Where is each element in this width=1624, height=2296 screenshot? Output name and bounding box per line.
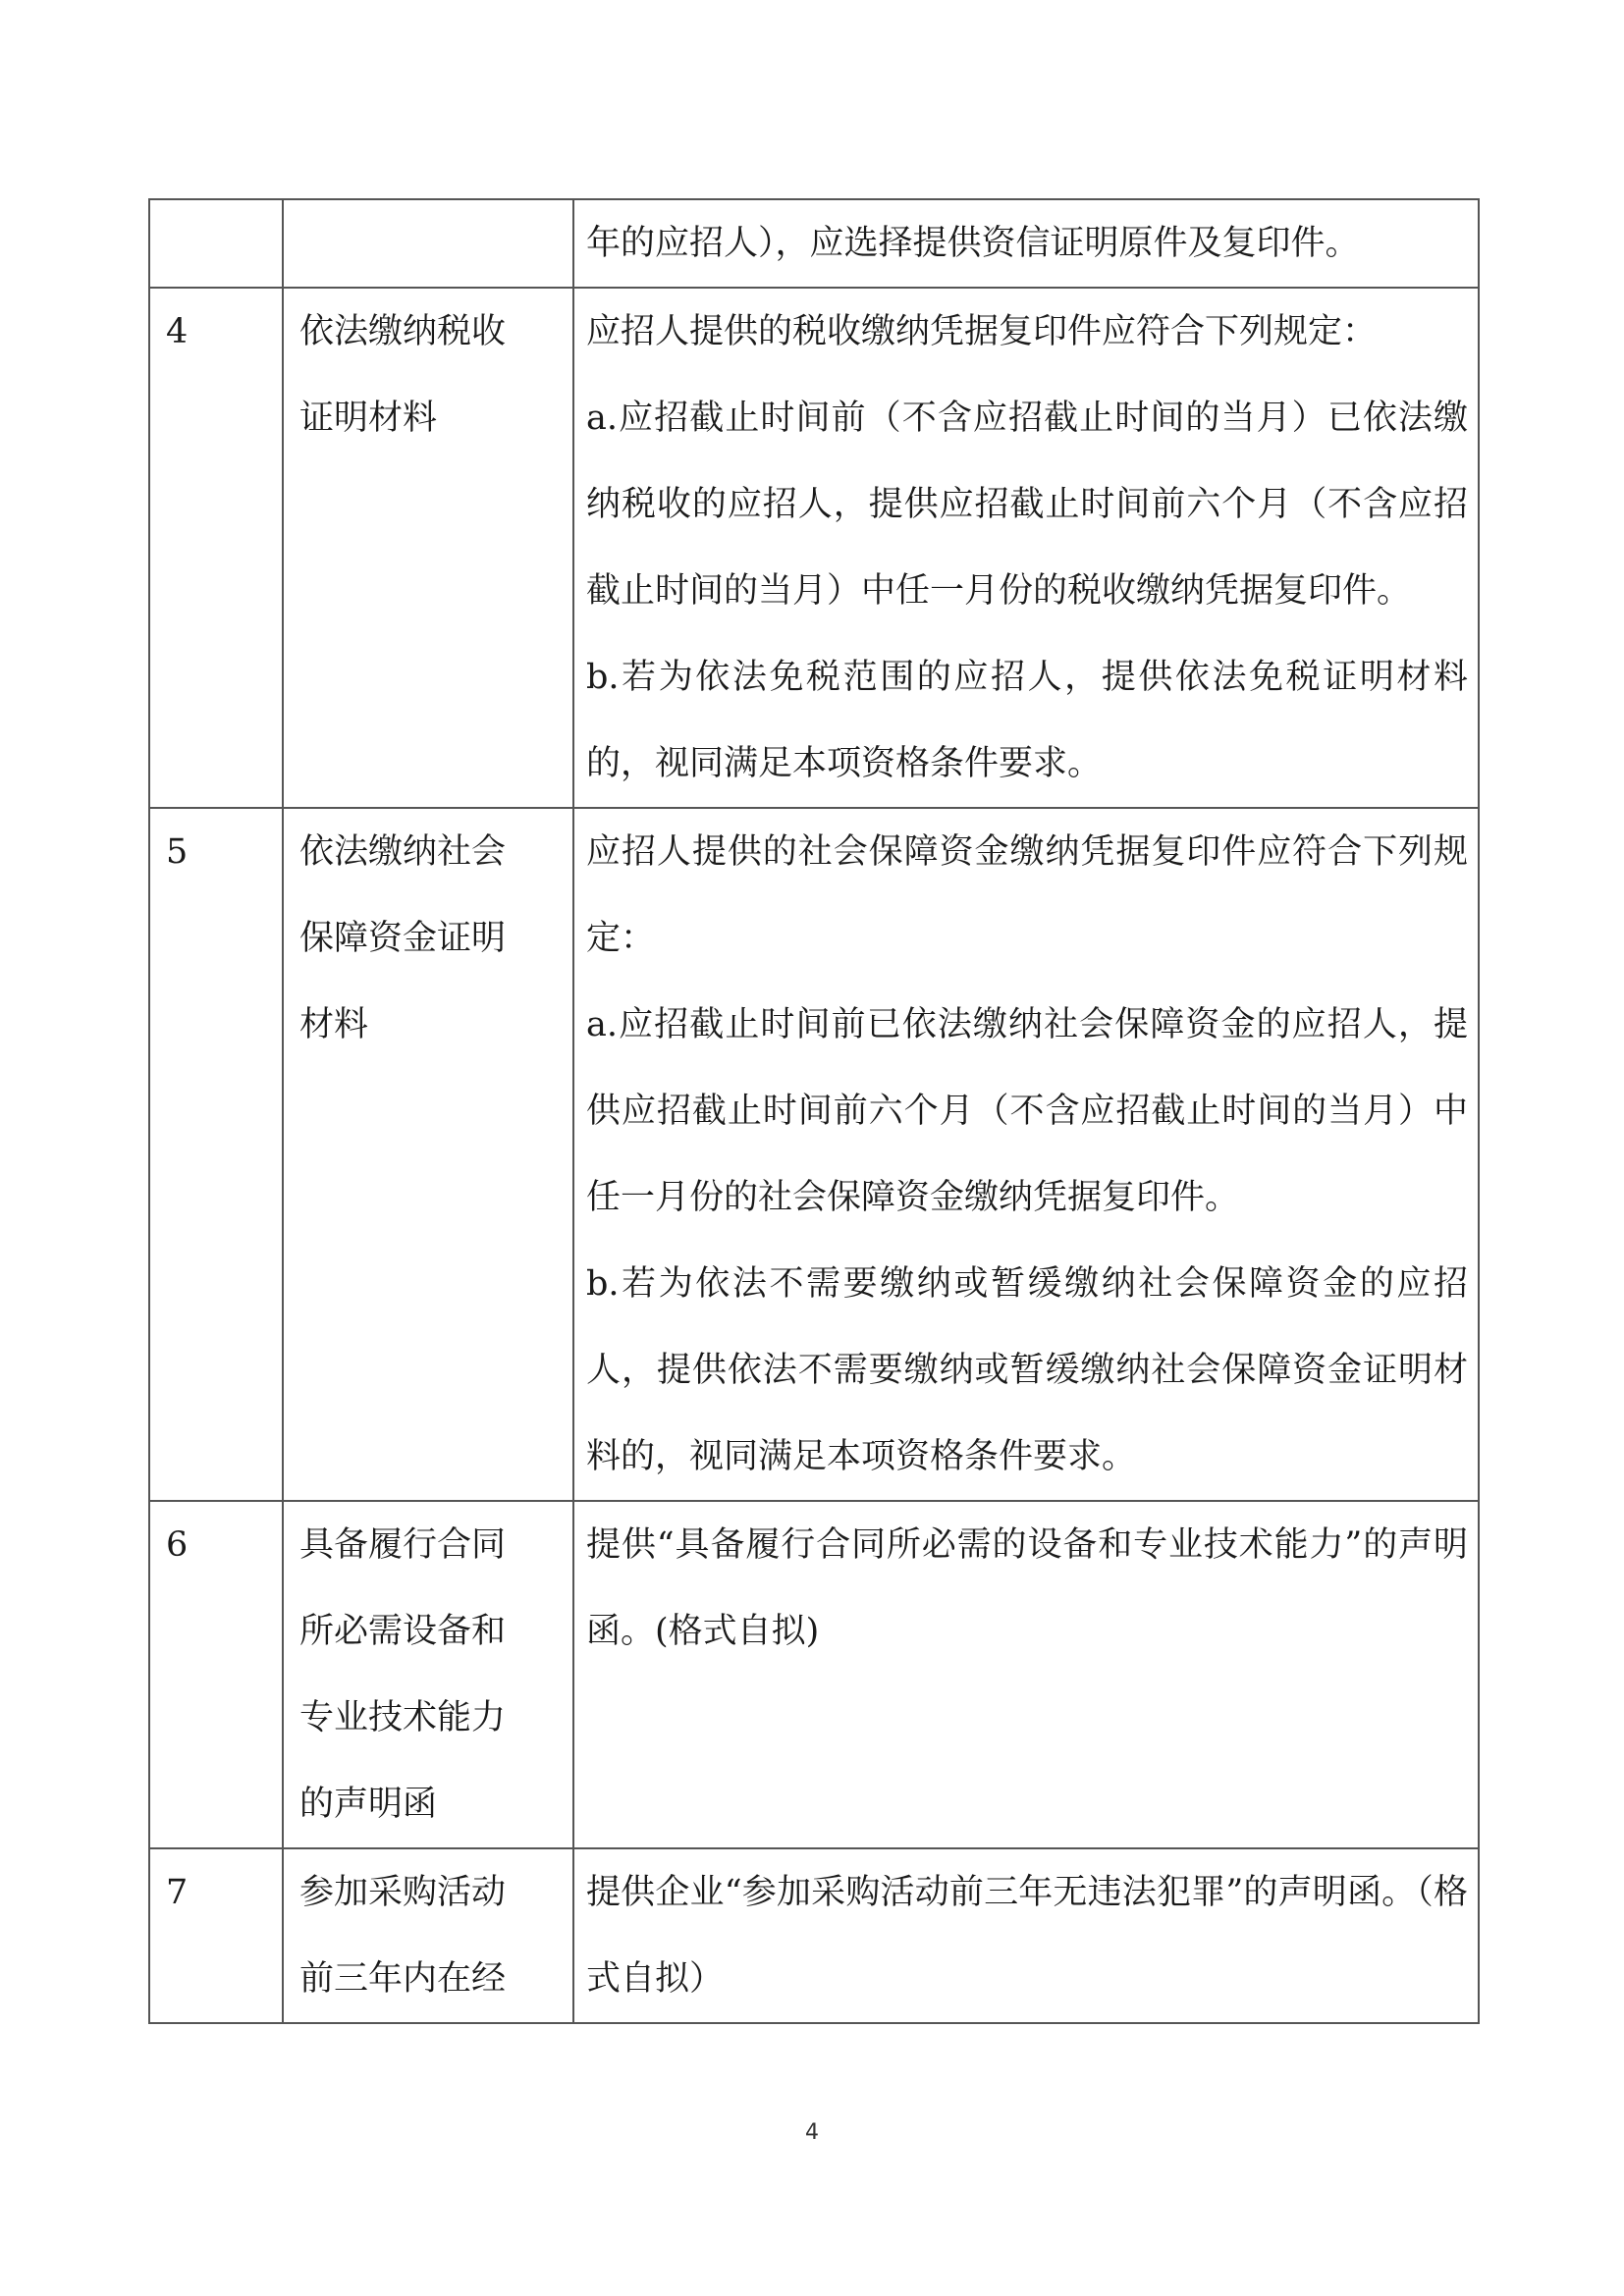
item-name-cell <box>283 1848 573 2023</box>
table-row <box>149 199 1479 288</box>
requirement-description-cell <box>573 288 1479 808</box>
table-row <box>149 1848 1479 2023</box>
item-name-line: 保障资金证明 <box>299 919 507 958</box>
item-name-line: 参加采购活动 <box>299 1873 507 1912</box>
item-name-line: 的声明函 <box>299 1785 438 1824</box>
requirement-description-cell <box>573 808 1479 1501</box>
table-body <box>149 199 1479 2023</box>
description-paragraph: b.若为依法免税范围的应招人，提供依法免税证明材料的，视同满足本项资格条件要求。 <box>586 658 1468 783</box>
item-name-cell <box>283 288 573 808</box>
requirement-description-cell <box>573 1501 1479 1848</box>
table-row <box>149 1501 1479 1848</box>
page-number: 4 <box>805 2120 819 2145</box>
row-number-cell: 4 <box>149 288 283 808</box>
item-name-line: 具备履行合同 <box>299 1525 507 1565</box>
description-paragraph: a.应招截止时间前（不含应招截止时间的当月）已依法缴纳税收的应招人，提供应招截止时间前六个月（不含应招截止时间的当月）中任一月份的税收缴纳凭据复印件。 <box>586 399 1468 611</box>
item-name-line: 证明材料 <box>299 399 438 438</box>
description-paragraph: 应招人提供的税收缴纳凭据复印件应符合下列规定： <box>586 312 1378 351</box>
requirement-description-cell <box>573 199 1479 288</box>
row-number-cell: 6 <box>149 1501 283 1848</box>
description-paragraph: a.应招截止时间前已依法缴纳社会保障资金的应招人，提供应招截止时间前六个月（不含应招截止时间的当月）中任一月份的社会保障资金缴纳凭据复印件。 <box>586 1005 1468 1217</box>
description-paragraph: 提供“具备履行合同所必需的设备和专业技术能力”的声明函。(格式自拟) <box>586 1525 1468 1651</box>
description-paragraph: 年的应招人），应选择提供资信证明原件及复印件。 <box>586 224 1360 263</box>
row-number-cell: 7 <box>149 1848 283 2023</box>
item-name-line: 专业技术能力 <box>299 1698 507 1737</box>
qualification-requirements-table <box>148 198 1480 2024</box>
item-name-cell <box>283 808 573 1501</box>
description-paragraph: 提供企业“参加采购活动前三年无违法犯罪”的声明函。（格式自拟） <box>586 1873 1468 1999</box>
item-name-line: 依法缴纳税收 <box>299 312 507 351</box>
item-name-line: 材料 <box>299 1005 369 1044</box>
description-paragraph: b.若为依法不需要缴纳或暂缓缴纳社会保障资金的应招人，提供依法不需要缴纳或暂缓缴纳社会保障资金证明材料的，视同满足本项资格条件要求。 <box>586 1264 1468 1476</box>
item-name-line: 所必需设备和 <box>299 1612 507 1651</box>
item-name-cell <box>283 1501 573 1848</box>
item-name-line: 依法缴纳社会 <box>299 832 507 872</box>
table-row <box>149 808 1479 1501</box>
table-row <box>149 288 1479 808</box>
item-name-cell <box>283 199 573 288</box>
requirement-description-cell <box>573 1848 1479 2023</box>
description-paragraph: 应招人提供的社会保障资金缴纳凭据复印件应符合下列规定： <box>586 832 1468 958</box>
row-number-cell <box>149 199 283 288</box>
item-name-line: 前三年内在经 <box>299 1959 507 1999</box>
row-number-cell: 5 <box>149 808 283 1501</box>
